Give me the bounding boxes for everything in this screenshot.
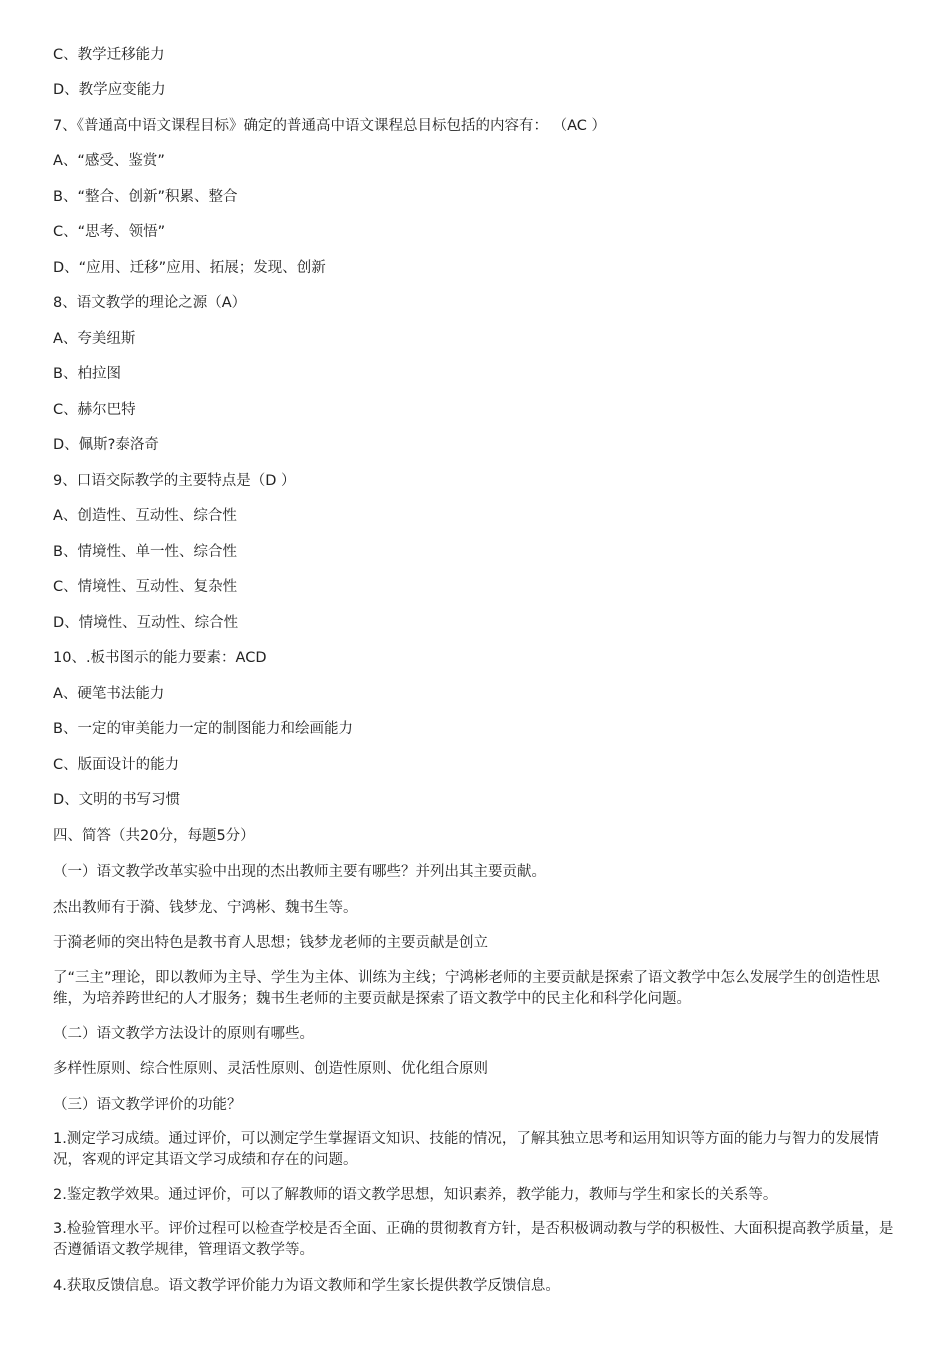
answer-3-point-4: 4.获取反馈信息。语文教学评价能力为语文教师和学生家长提供教学反馈信息。 (53, 1278, 560, 1294)
short-answer-question-3: （三）语文教学评价的功能？ (53, 1097, 242, 1113)
q10-option-c: C、版面设计的能力 (53, 757, 180, 773)
option-c-teaching-transfer: C、教学迁移能力 (53, 47, 165, 63)
answer-1-teachers: 杰出教师有于漪、钱梦龙、宁鸿彬、魏书生等。 (53, 900, 358, 916)
question-7: 7、《普通高中语文课程目标》确定的普通高中语文课程总目标包括的内容有： （AC ） (53, 118, 606, 134)
answer-3-point-3: 3.检验管理水平。评价过程可以检查学校是否全面、正确的贯彻教育方针，是否积极调动教与学的积极性、大面积提高教学质量，是否遵循语文教学规律，管理语文教学等。 (53, 1221, 894, 1258)
answer-1-yu-qian: 于漪老师的突出特色是教书育人思想；钱梦龙老师的主要贡献是创立 (53, 935, 488, 951)
q9-option-b: B、情境性、单一性、综合性 (53, 544, 237, 560)
answer-3-point-2: 2.鉴定教学效果。通过评价，可以了解教师的语文教学思想，知识素养，教学能力，教师与学生和家长的关系等。 (53, 1187, 778, 1203)
q9-option-a: A、创造性、互动性、综合性 (53, 508, 237, 524)
q10-option-a: A、硬笔书法能力 (53, 686, 165, 702)
section-heading-short-answer: 四、简答（共20分，每题5分） (53, 828, 255, 844)
q7-option-a: A、“感受、鉴赏” (53, 153, 165, 169)
question-8: 8、语文教学的理论之源（A） (53, 295, 247, 311)
q7-option-d: D、“应用、迁移”应用、拓展；发现、创新 (53, 260, 326, 276)
answer-3-point-1: 1.测定学习成绩。通过评价，可以测定学生掌握语文知识、技能的情况，了解其独立思考和运用知识等方面的能力与智力的发展情况，客观的评定其语文学习成绩和存在的问题。 (53, 1131, 879, 1168)
option-d-teaching-adaptability: D、教学应变能力 (53, 82, 166, 98)
q8-option-d: D、佩斯?泰洛奇 (53, 437, 159, 453)
q9-option-c: C、情境性、互动性、复杂性 (53, 579, 238, 595)
answer-2-principles: 多样性原则、综合性原则、灵活性原则、创造性原则、优化组合原则 (53, 1061, 488, 1077)
question-10: 10、.板书图示的能力要素：ACD (53, 650, 267, 666)
answer-1-contributions: 了“三主”理论，即以教师为主导、学生为主体、训练为主线；宁鸿彬老师的主要贡献是探索了语文教学中怎么发展学生的创造性思维，为培养跨世纪的人才服务；魏书生老师的主要贡献是探索了语文教学中的民主化和科学化问题。 (53, 970, 881, 1007)
q8-option-a: A、夸美纽斯 (53, 331, 136, 347)
q9-option-d: D、情境性、互动性、综合性 (53, 615, 239, 631)
short-answer-question-1: （一）语文教学改革实验中出现的杰出教师主要有哪些？并列出其主要贡献。 (53, 864, 546, 880)
q8-option-c: C、赫尔巴特 (53, 402, 136, 418)
short-answer-question-2: （二）语文教学方法设计的原则有哪些。 (53, 1026, 314, 1042)
q10-option-d: D、文明的书写习惯 (53, 792, 181, 808)
q7-option-c: C、“思考、领悟” (53, 224, 166, 240)
question-9: 9、口语交际教学的主要特点是（D ） (53, 473, 296, 489)
q8-option-b: B、柏拉图 (53, 366, 121, 382)
q10-option-b: B、一定的审美能力一定的制图能力和绘画能力 (53, 721, 353, 737)
q7-option-b: B、“整合、创新”积累、整合 (53, 189, 238, 205)
